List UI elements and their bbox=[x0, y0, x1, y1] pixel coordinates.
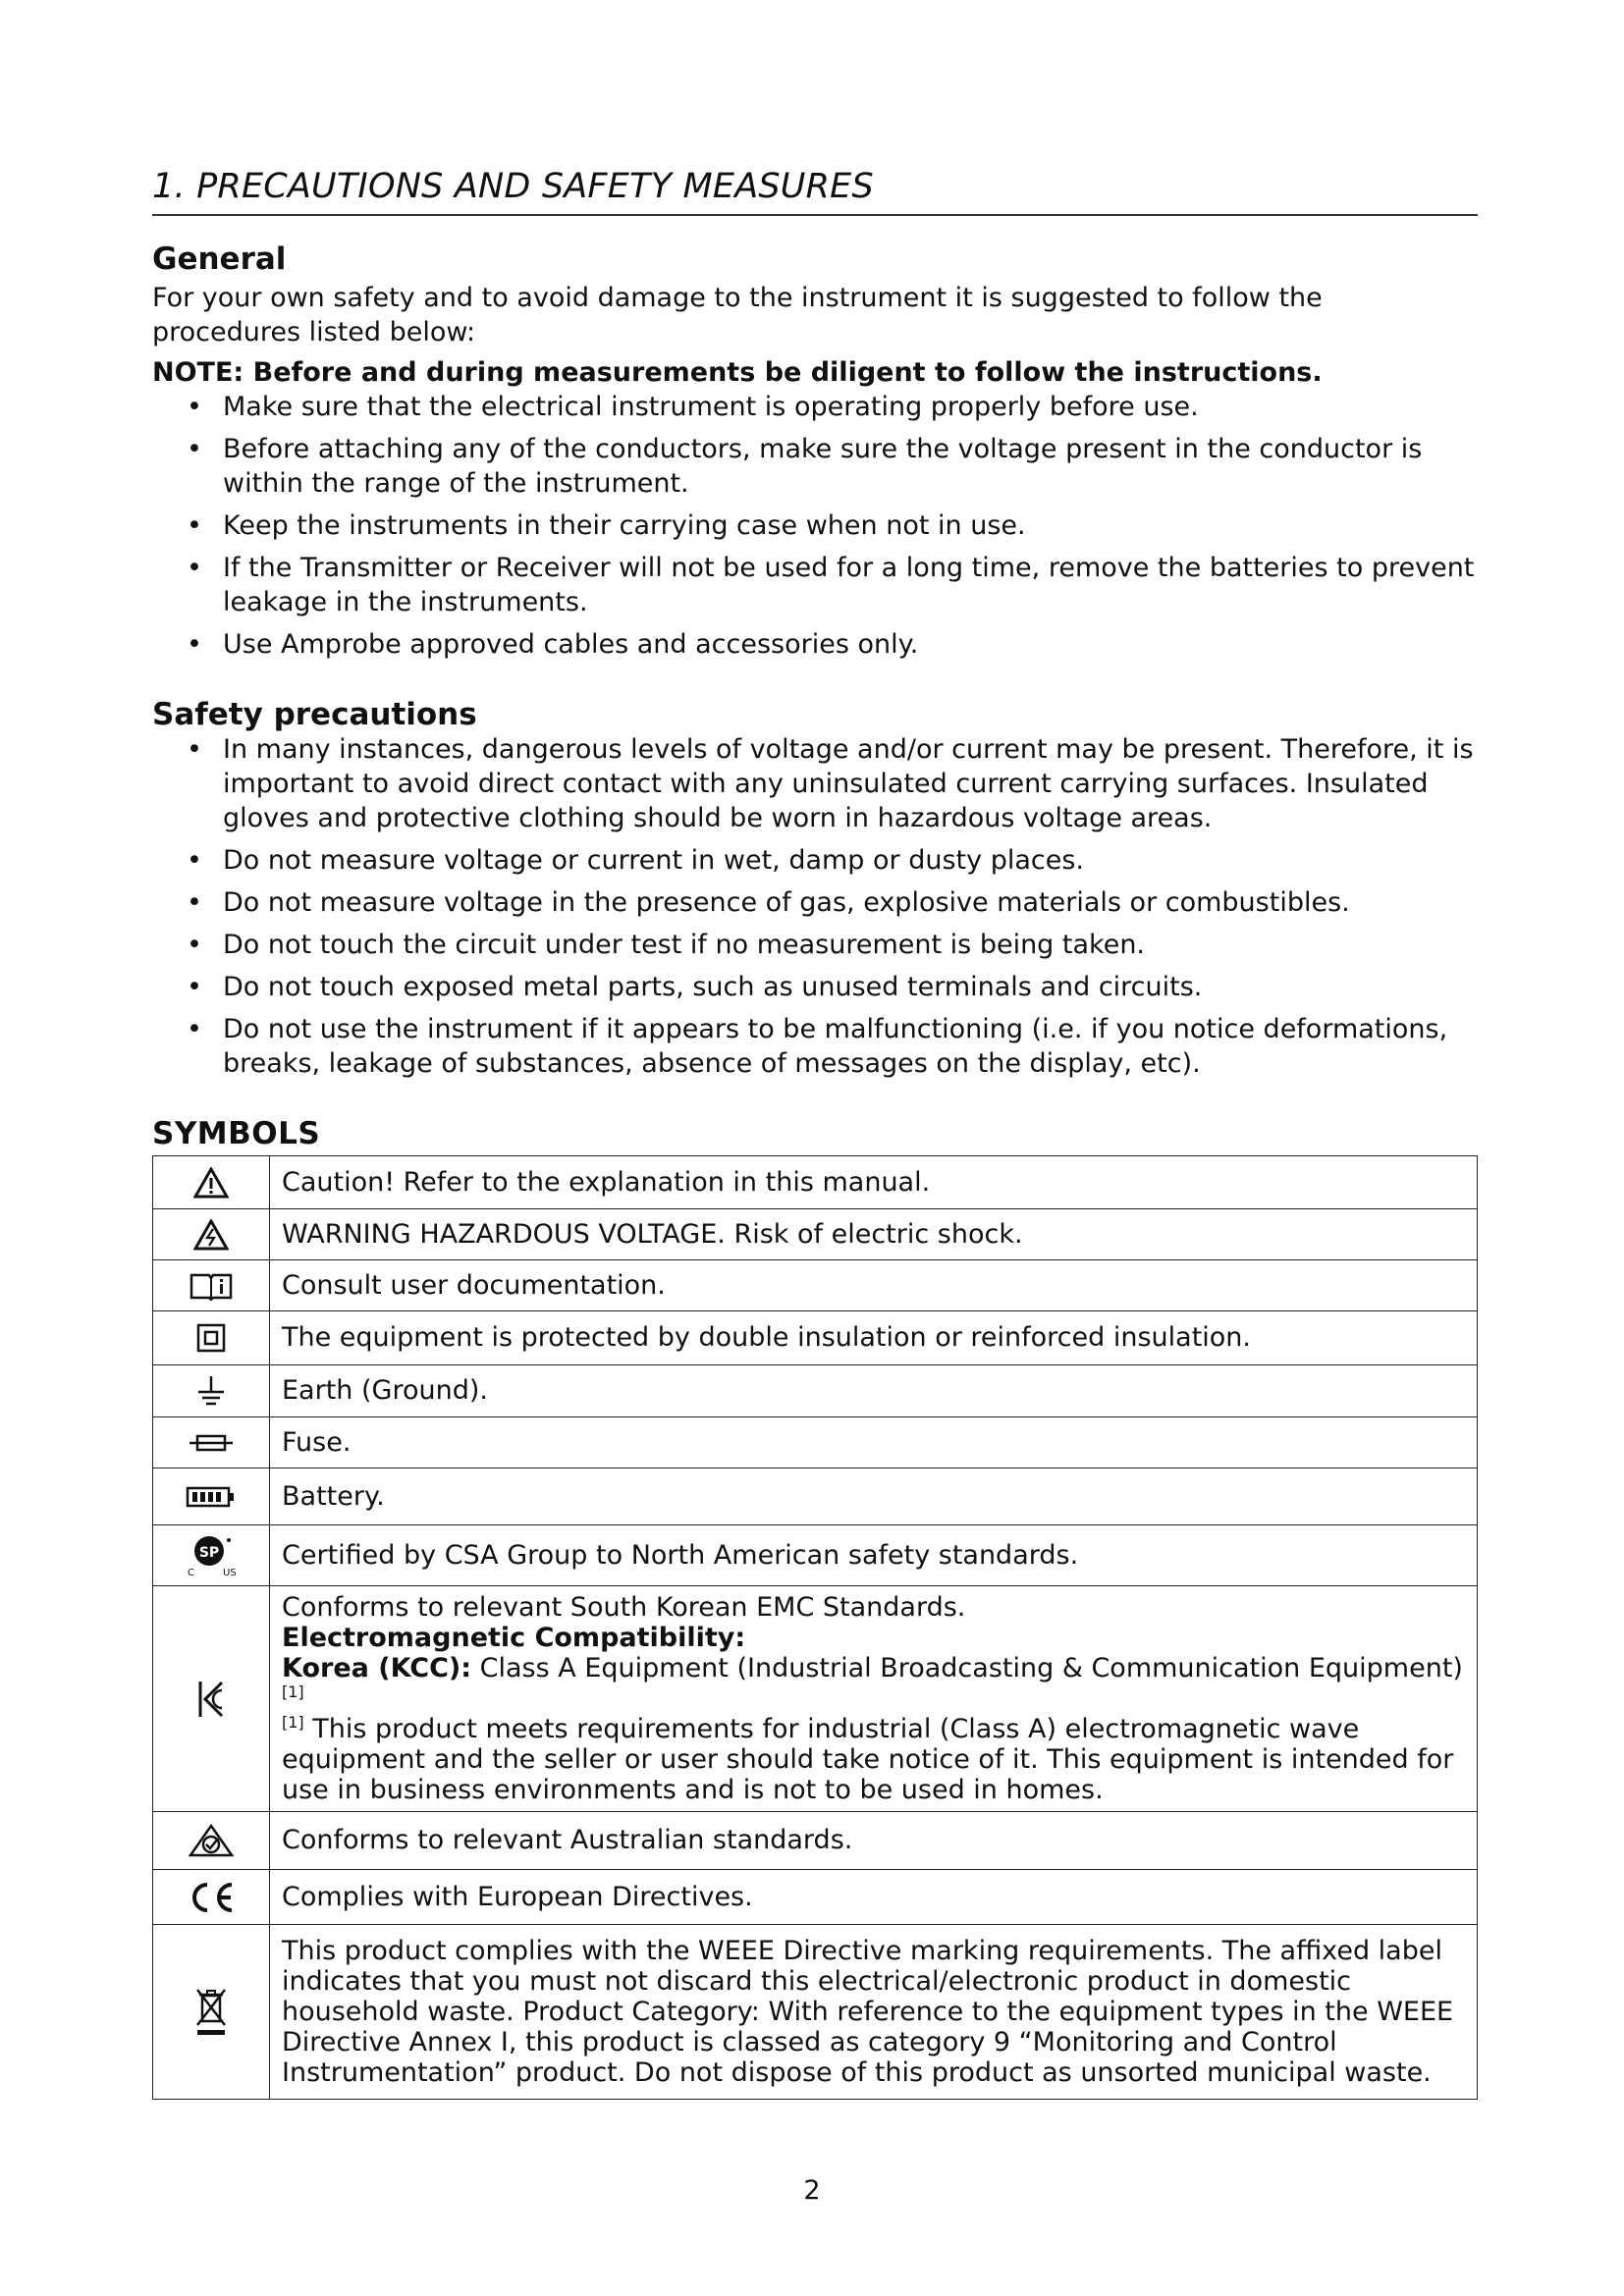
document-page bbox=[152, 167, 1478, 2100]
csa-certification-icon bbox=[153, 1525, 270, 1586]
symbol-description: Certified by CSA Group to North American safety standards. bbox=[270, 1525, 1478, 1586]
kc-line: Conforms to relevant South Korean EMC Standards. bbox=[282, 1592, 966, 1623]
user-documentation-icon bbox=[153, 1260, 270, 1311]
table-row bbox=[153, 1468, 1478, 1525]
list-item: • Do not measure voltage in the presence of gas, explosive materials or combustibles. bbox=[187, 885, 1478, 920]
table-row bbox=[153, 1417, 1478, 1468]
list-item: • Do not touch the circuit under test if no measurement is being taken. bbox=[187, 928, 1478, 962]
list-item: • Keep the instruments in their carrying case when not in use. bbox=[187, 508, 1478, 543]
emc-label: Electromagnetic Compatibility: bbox=[282, 1623, 746, 1653]
safety-list bbox=[152, 732, 1478, 1081]
double-insulation-icon bbox=[153, 1311, 270, 1365]
rcm-mark-icon bbox=[153, 1812, 270, 1870]
footnote-text: This product meets requirements for industrial (Class A) electromagnetic wave equipment and the seller or user should take notice of it. This equipment is intended for use in business environments and is not to be used in homes. bbox=[282, 1714, 1454, 1805]
general-intro: For your own safety and to avoid damage to the instrument it is suggested to follow the procedures listed below: bbox=[152, 283, 1323, 347]
korea-text: Class A Equipment (Industrial Broadcasting & Communication Equipment) bbox=[471, 1653, 1463, 1683]
svg-text:SP: SP bbox=[198, 1544, 220, 1561]
symbols-heading: SYMBOLS bbox=[152, 1116, 321, 1151]
page-number: 2 bbox=[803, 2175, 821, 2206]
fuse-icon bbox=[153, 1417, 270, 1468]
general-list bbox=[152, 390, 1478, 662]
weee-bin-icon bbox=[153, 1925, 270, 2100]
kc-description bbox=[270, 1586, 1478, 1812]
list-item: • Do not use the instrument if it appears to be malfunctioning (i.e. if you notice deformations, breaks, leakage of substances, absence of messages on the display, etc). bbox=[187, 1012, 1478, 1081]
symbol-description: Complies with European Directives. bbox=[270, 1870, 1478, 1925]
safety-heading: Safety precautions bbox=[152, 697, 477, 732]
page-title: 1. PRECAUTIONS AND SAFETY MEASURES bbox=[152, 167, 1478, 216]
kc-mark-icon bbox=[153, 1586, 270, 1812]
symbol-description: Battery. bbox=[270, 1468, 1478, 1525]
symbol-description: Earth (Ground). bbox=[270, 1365, 1478, 1417]
korea-line bbox=[282, 1653, 1465, 1714]
symbol-description: This product complies with the WEEE Directive marking requirements. The affixed label indicates that you must not discard this electrical/electronic product in domestic household waste. Product Category: With reference to the equipment types in the WEEE Directive Annex I, this product is classed as category 9 “Monitoring and Control Instrumentation” product. Do not dispose of this product as unsorted municipal waste. bbox=[270, 1925, 1478, 2100]
hazardous-voltage-icon bbox=[153, 1209, 270, 1260]
general-heading: General bbox=[152, 241, 287, 277]
symbol-description: WARNING HAZARDOUS VOLTAGE. Risk of electric shock. bbox=[270, 1209, 1478, 1260]
table-row bbox=[153, 1156, 1478, 1209]
list-item: • Before attaching any of the conductors, make sure the voltage present in the conductor is within the range of the instrument. bbox=[187, 432, 1478, 501]
general-note: NOTE: Before and during measurements be diligent to follow the instructions. bbox=[152, 357, 1323, 388]
list-item: • In many instances, dangerous levels of voltage and/or current may be present. Therefore, it is important to avoid direct contact with any uninsulated current carrying surfaces. Insulated gloves and protective clothing should be worn in hazardous voltage areas. bbox=[187, 732, 1478, 835]
list-item: • Make sure that the electrical instrument is operating properly before use. bbox=[187, 390, 1478, 424]
list-item: • Use Amprobe approved cables and accessories only. bbox=[187, 627, 1478, 662]
table-row bbox=[153, 1586, 1478, 1812]
footnote-ref: [1] bbox=[282, 1682, 304, 1701]
table-row bbox=[153, 1311, 1478, 1365]
list-item: • Do not measure voltage or current in wet, damp or dusty places. bbox=[187, 843, 1478, 878]
table-row bbox=[153, 1365, 1478, 1417]
earth-ground-icon bbox=[153, 1365, 270, 1417]
ce-mark-icon bbox=[153, 1870, 270, 1925]
svg-text:C: C bbox=[188, 1567, 194, 1578]
caution-triangle-icon bbox=[153, 1156, 270, 1209]
table-row bbox=[153, 1525, 1478, 1586]
table-row bbox=[153, 1812, 1478, 1870]
kc-footnote bbox=[282, 1714, 1465, 1805]
svg-text:US: US bbox=[223, 1567, 237, 1578]
table-row bbox=[153, 1209, 1478, 1260]
footnote-marker: [1] bbox=[282, 1713, 304, 1732]
symbol-description: The equipment is protected by double insulation or reinforced insulation. bbox=[270, 1311, 1478, 1365]
table-row bbox=[153, 1925, 1478, 2100]
list-item: • Do not touch exposed metal parts, such as unused terminals and circuits. bbox=[187, 970, 1478, 1004]
table-row bbox=[153, 1260, 1478, 1311]
symbol-description: Fuse. bbox=[270, 1417, 1478, 1468]
table-row bbox=[153, 1870, 1478, 1925]
symbol-description: Caution! Refer to the explanation in this manual. bbox=[270, 1156, 1478, 1209]
korea-label: Korea (KCC): bbox=[282, 1653, 472, 1683]
symbol-description: Conforms to relevant Australian standards. bbox=[270, 1812, 1478, 1870]
symbol-description: Consult user documentation. bbox=[270, 1260, 1478, 1311]
symbols-table bbox=[152, 1155, 1478, 2100]
battery-icon bbox=[153, 1468, 270, 1525]
list-item: • If the Transmitter or Receiver will not be used for a long time, remove the batteries to prevent leakage in the instruments. bbox=[187, 551, 1478, 619]
